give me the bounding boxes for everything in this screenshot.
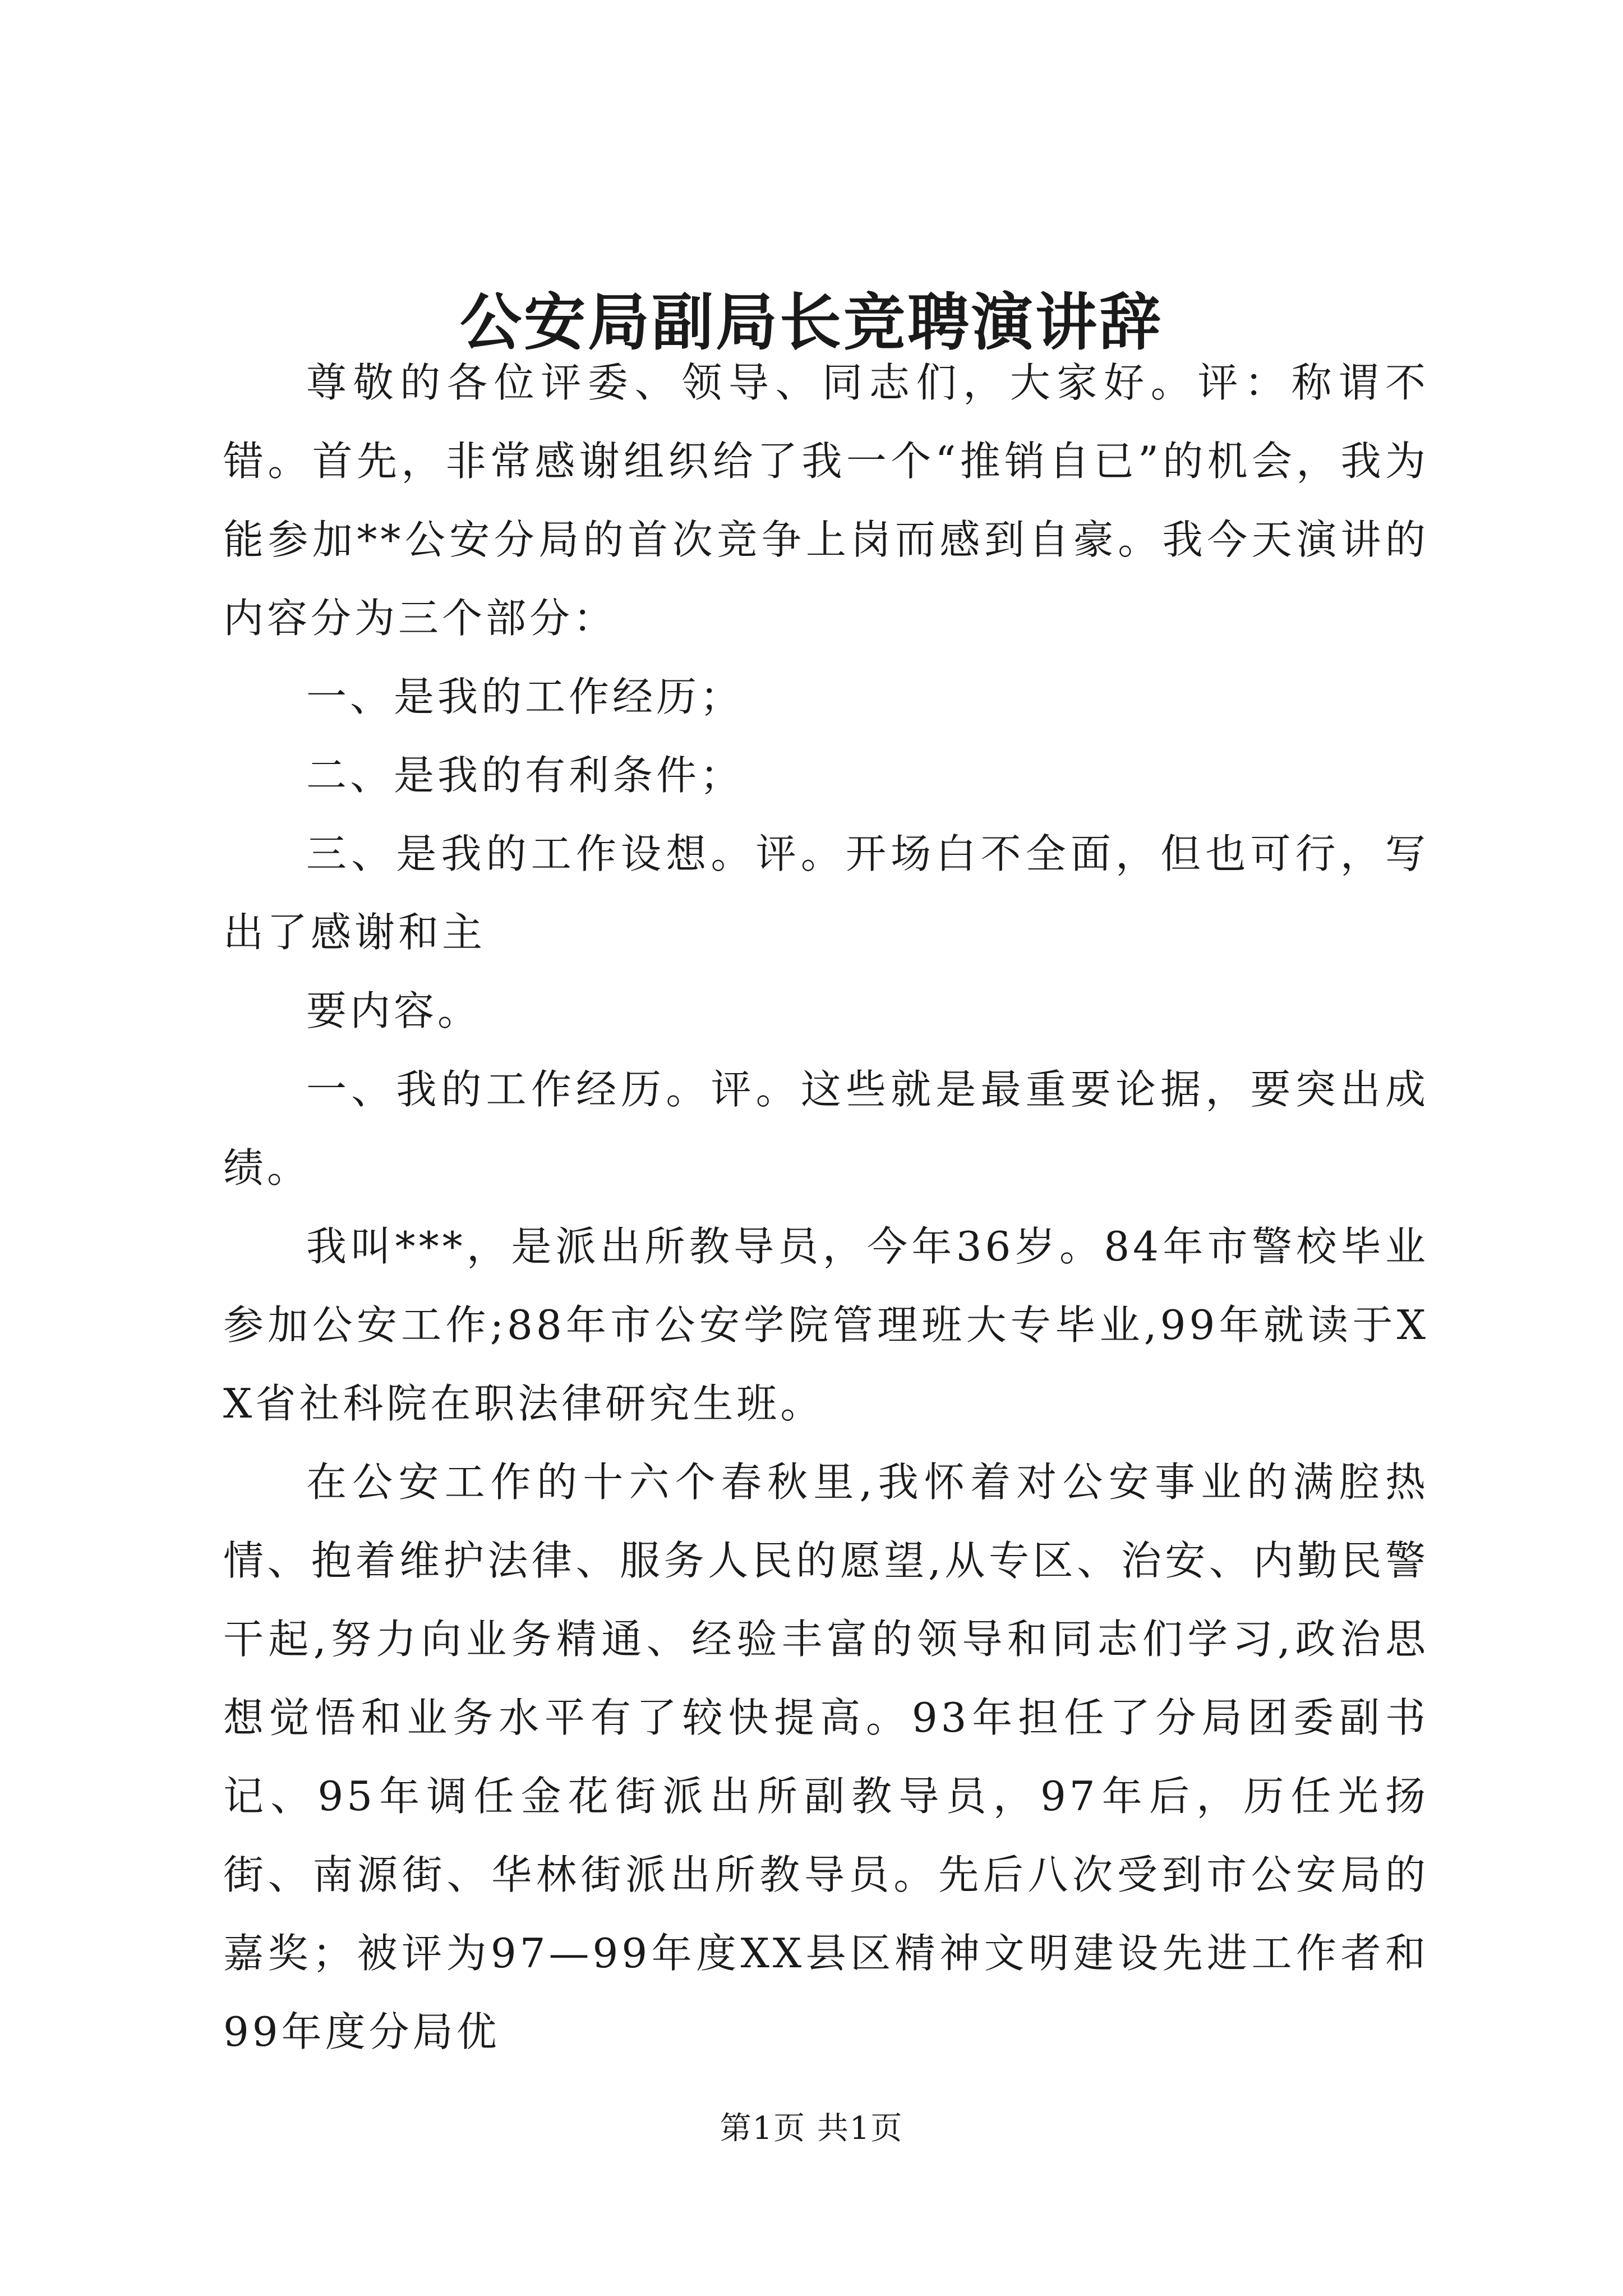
- paragraph-outline-1: 一、是我的工作经历；: [306, 673, 744, 720]
- paragraph-greeting: 尊敬的各位评委、领导、同志们，大家好。评：称谓不错。首先，非常感谢组织给了我一个“推销自已”的机会，我为能参加**公安分局的首次竞争上岗而感到自豪。我今天演讲的内容分为三个部分：: [223, 359, 1429, 642]
- paragraph-outline-3: 三、是我的工作设想。评。开场白不全面，但也可行，写出了感谢和主: [223, 830, 1429, 956]
- paragraph-career: 在公安工作的十六个春秋里,我怀着对公安事业的满腔热情、抱着维护法律、服务人民的愿望,从专区、治安、内勤民警干起,努力向业务精通、经验丰富的领导和同志们学习,政治思想觉悟和业务水平有了较快提高。93年担任了分局团委副书记、95年调任金花街派出所副教导员，97年后，历任光扬街、南源街、华林街派出所教导员。先后八次受到市公安局的嘉奖；被评为97—99年度XX县区精神文明建设先进工作者和99年度分局优: [223, 1458, 1429, 2055]
- paragraph-outline-2: 二、是我的有利条件；: [306, 752, 744, 799]
- page-footer: 第1页 共1页: [720, 2110, 903, 2147]
- document-title: 公安局副局长竞聘演讲辞: [460, 286, 1163, 358]
- paragraph-introduction: 我叫***，是派出所教导员，今年36岁。84年市警校毕业参加公安工作;88年市公安学院管理班大专毕业,99年就读于XX省社科院在职法律研究生班。: [223, 1223, 1429, 1427]
- document-body: [223, 343, 1429, 2071]
- paragraph-outline-3-cont: 要内容。: [306, 987, 482, 1034]
- paragraph-section-heading: 一、我的工作经历。评。这些就是最重要论据，要突出成绩。: [223, 1066, 1429, 1191]
